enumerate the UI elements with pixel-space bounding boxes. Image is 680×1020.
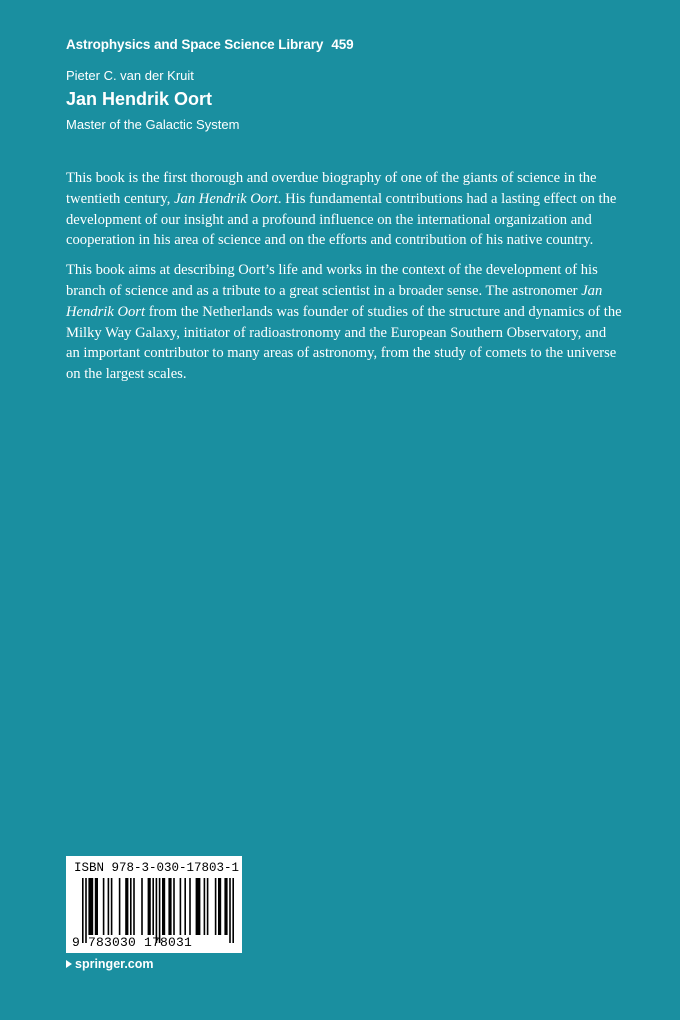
barcode-bar <box>218 878 221 935</box>
publisher-link-text: springer.com <box>75 957 154 971</box>
barcode-bar <box>111 878 113 935</box>
triangle-right-icon <box>66 960 72 968</box>
barcode-bar <box>159 878 161 943</box>
book-title: Jan Hendrik Oort <box>66 89 213 109</box>
series-name: Astrophysics and Space Science Library <box>66 37 324 52</box>
barcode-bar <box>119 878 121 935</box>
series-volume: 459 <box>331 37 354 52</box>
series-line <box>66 37 354 52</box>
barcode-bar <box>125 878 128 935</box>
barcode-bar <box>224 878 227 935</box>
barcode-bar <box>95 878 98 935</box>
blurb-paragraph-2: This book aims at describing Oort’s life and works in the context of the development of his branch of science and as a tribute to a great scientist in a broader sense. The astronomer Jan Hendrik Oort from the Netherlands was founder of studies of the structure and dynamics of the Milky Way Galaxy, initiator of radioastronomy and the European Southern Observatory, and an important contributor to many areas of astronomy, from the study of comets to the universe on the largest scales. <box>66 262 622 383</box>
barcode-bar <box>130 878 132 935</box>
barcode-bar <box>103 878 105 935</box>
isbn-label: ISBN 978-3-030-17803-1 <box>74 861 240 875</box>
barcode-bar <box>85 878 87 943</box>
barcode-bar <box>133 878 135 935</box>
barcode-bar <box>184 878 186 935</box>
barcode-bar <box>196 878 201 935</box>
barcode-bar <box>108 878 110 935</box>
barcode-bar <box>180 878 182 935</box>
barcode-bar <box>168 878 171 935</box>
barcode-bar <box>152 878 154 935</box>
barcode-bar <box>148 878 151 935</box>
book-subtitle: Master of the Galactic System <box>66 117 240 132</box>
barcode-bar <box>88 878 93 935</box>
blurb-paragraph-1: This book is the first thorough and overdue biography of one of the giants of science in the twentieth century, Jan Hendrik Oort. His fundamental contributions had a lasting effect on the development of our insight and a profound influence on the international organization and cooperation in his area of science and on the efforts and contribution of his native country. <box>66 170 617 249</box>
barcode-bar <box>173 878 175 935</box>
barcode-digits: 9 783030 178031 <box>72 935 193 950</box>
barcode-bar <box>215 878 217 935</box>
barcode-bar <box>141 878 143 935</box>
isbn-barcode <box>66 856 242 953</box>
barcode-bar <box>189 878 191 935</box>
italic-name: Jan Hendrik Oort <box>66 282 603 320</box>
barcode-bar <box>204 878 206 935</box>
blurb-text <box>66 168 622 394</box>
italic-name: Jan Hendrik Oort <box>174 190 278 207</box>
barcode-bar <box>156 878 158 943</box>
barcode-bar <box>232 878 234 943</box>
barcode-bar <box>207 878 209 935</box>
publisher-link[interactable] <box>66 957 154 971</box>
barcode-bar <box>162 878 165 935</box>
author-name: Pieter C. van der Kruit <box>66 68 194 83</box>
barcode-bar <box>229 878 231 943</box>
barcode-bar <box>82 878 84 943</box>
